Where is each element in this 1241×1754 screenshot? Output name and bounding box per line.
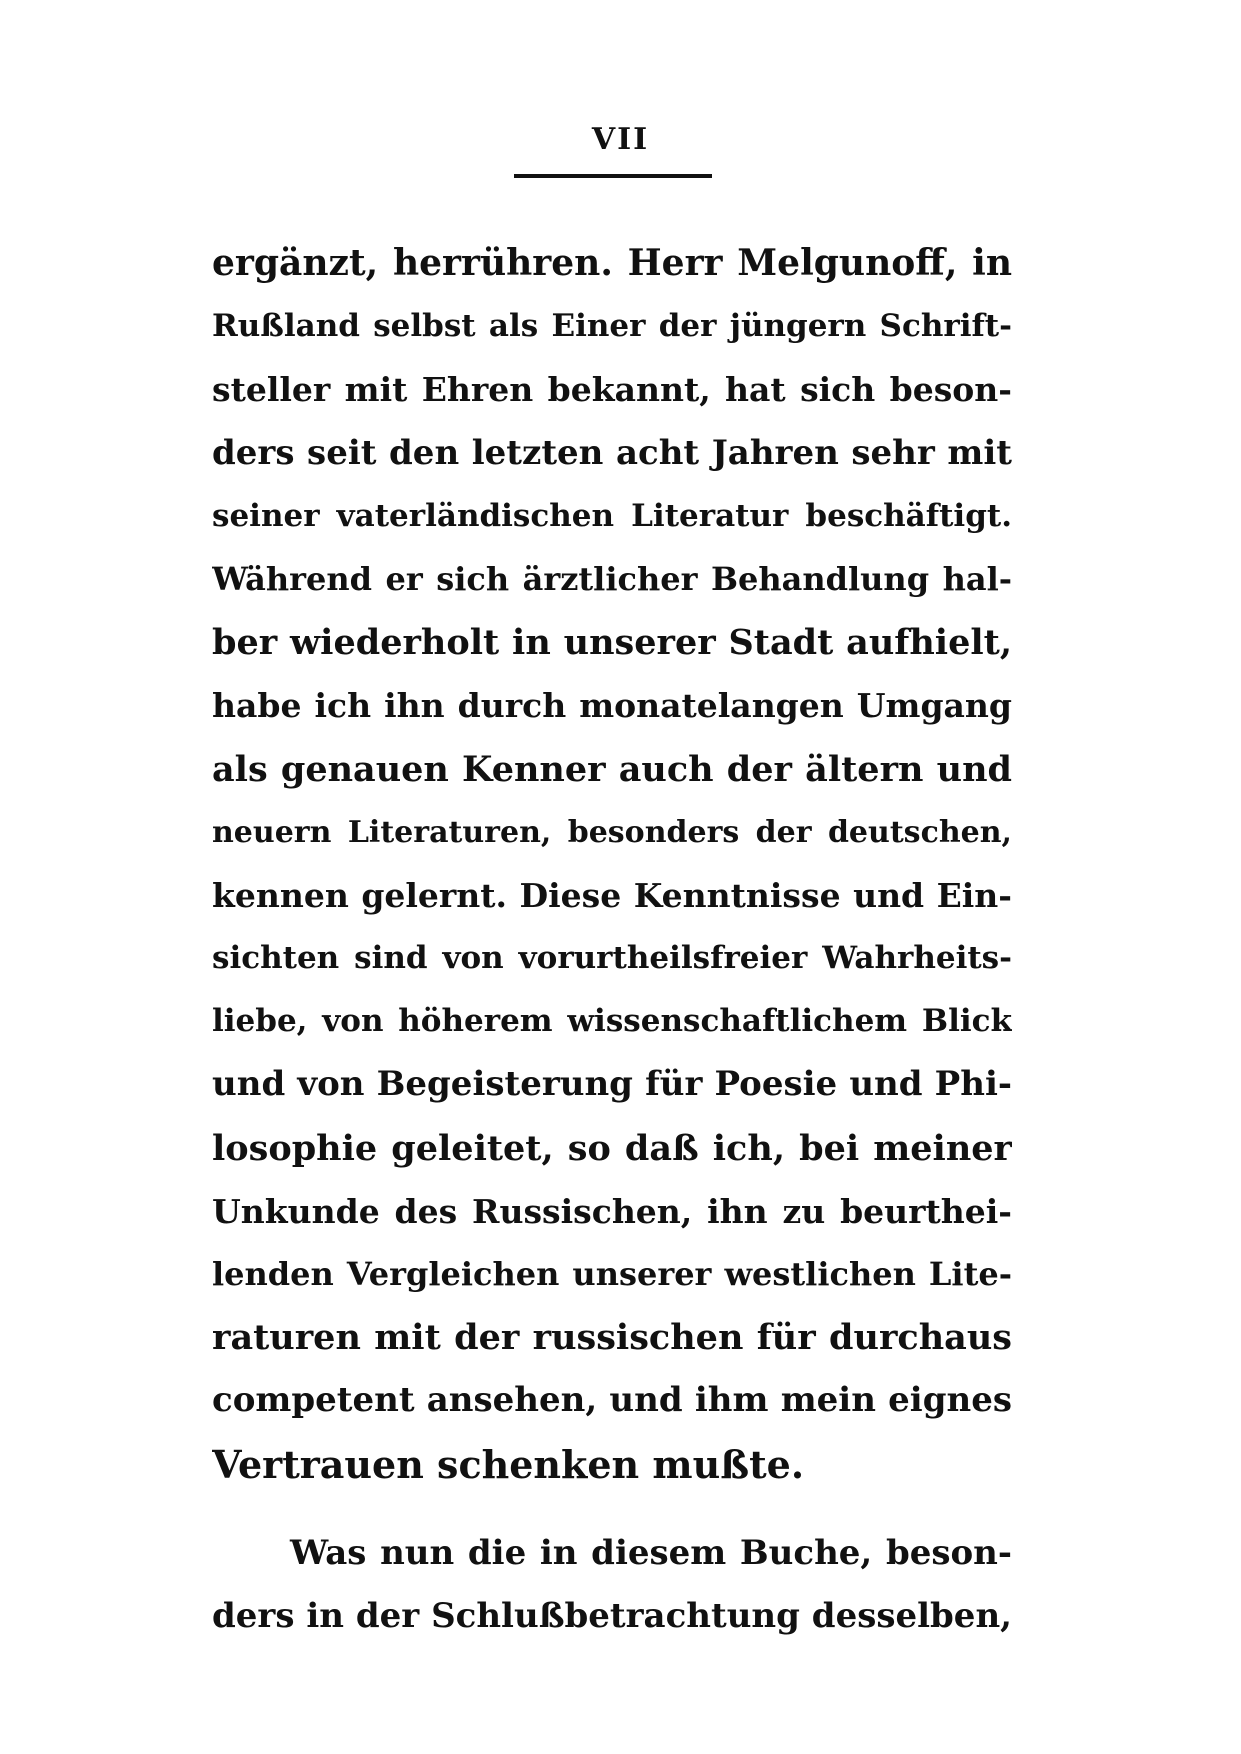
text-line: competent ansehen, und ihm mein eignes — [212, 1380, 1012, 1421]
header-rule — [514, 174, 712, 178]
text-line: sichten sind von vorurtheilsfreier Wahrheits- — [212, 940, 1012, 977]
text-line: steller mit Ehren bekannt, hat sich beson- — [212, 370, 1012, 410]
text-line: losophie geleitet, so daß ich, bei meiner — [212, 1127, 1012, 1169]
text-line: ergänzt, herrühren. Herr Melgunoff, in — [212, 242, 1012, 284]
text-line: ders in der Schlußbetrachtung desselben, — [212, 1595, 1012, 1636]
text-line: als genauen Kenner auch der ältern und — [212, 748, 1012, 790]
paragraph-gap — [212, 1496, 1012, 1522]
text-line: ders seit den letzten acht Jahren sehr mit — [212, 432, 1012, 473]
text-line: Was nun die in diesem Buche, beson- — [290, 1532, 1012, 1573]
text-line: und von Begeisterung für Poesie und Phi- — [212, 1064, 1012, 1105]
text-line: raturen mit der russischen für durchaus — [212, 1317, 1012, 1359]
paragraph-1 — [212, 232, 1012, 1496]
text-line: seiner vaterländischen Literatur beschäftigt. — [212, 497, 1012, 534]
page-number: VII — [591, 122, 650, 157]
text-line: lenden Vergleichen unserer westlichen Lite- — [212, 1255, 1012, 1293]
text-line: Unkunde des Russischen, ihn zu beurthei- — [212, 1191, 1012, 1231]
text-line: liebe, von höherem wissenschaftlichem Blick — [212, 1003, 1012, 1040]
body-text — [212, 232, 1012, 1648]
text-line: neuern Literaturen, besonders der deutschen, — [212, 814, 1012, 850]
text-line: kennen gelernt. Diese Kenntnisse und Ein- — [212, 875, 1012, 915]
text-line: Während er sich ärztlicher Behandlung hal- — [212, 559, 1012, 598]
text-line: ber wiederholt in unserer Stadt aufhielt, — [212, 622, 1012, 664]
text-line: habe ich ihn durch monatelangen Umgang — [212, 686, 1012, 726]
text-line: Rußland selbst als Einer der jüngern Schrift- — [212, 308, 1012, 345]
text-line: Vertrauen schenken mußte. — [212, 1441, 805, 1487]
paragraph-2 — [212, 1522, 1012, 1648]
